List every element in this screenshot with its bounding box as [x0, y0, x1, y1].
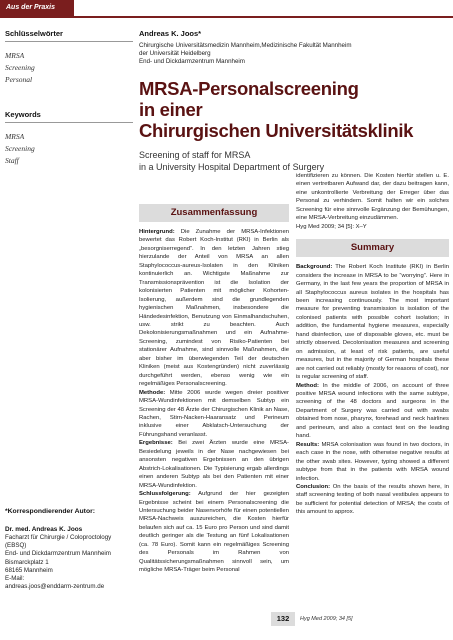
affiliation-line: Chirurgische Universitätsmedizin Mannheim,Medizinische Fakultät Mannheim	[139, 42, 352, 49]
keyword-en: Screening	[5, 144, 35, 153]
contact-title: *Korrespondierender Autor:	[5, 508, 96, 515]
keyword-en: MRSA	[5, 132, 25, 141]
abstract-de-continued	[296, 172, 449, 231]
sidebar	[5, 29, 133, 167]
page-number: 132	[271, 612, 295, 626]
title-line: MRSA-Personalscreening	[139, 78, 359, 99]
contact-line: Bismarckplatz 1	[5, 558, 49, 566]
keyword-en: Staff	[5, 156, 19, 165]
paragraph: Bei zwei Ärzten wurde eine MRSA-Besiedelung jeweils in der Nase nachgewiesen bei ansonsten negativen Ergebnissen an den übrigen Abstrich-Lokalisationen. Die Typisierung ergab allerdings einen anderen Subtyp als bei den Patienten mit einer MRSA-Wundinfektion.	[139, 440, 289, 489]
para-label: Methode:	[139, 389, 166, 396]
article-subtitle	[139, 149, 449, 173]
keyword-de: Screening	[5, 63, 35, 72]
header-rule	[74, 16, 453, 18]
paragraph: In the middle of 2006, on account of three positive MRSA wound infections with the same subtype, screening of the 48 doctors and surgeons in the Department of Surgery was carried out with swabs obtained from nose, pharynx, forehead and neck hairlines and perineum, and also a contact test on the leading hand.	[296, 382, 449, 440]
contact-block	[5, 507, 133, 591]
para-label: Conclusion:	[296, 483, 331, 490]
subtitle-line: in a University Hospital Department of Surgery	[139, 162, 325, 172]
keyword-de: MRSA	[5, 51, 25, 60]
para-label: Background:	[296, 264, 333, 271]
affiliation-line: der Universität Heidelberg	[139, 50, 211, 57]
contact-line: End- und Dickdarmzentrum Mannheim	[5, 550, 111, 558]
para-label: Results:	[296, 441, 320, 448]
subtitle-line: Screening of staff for MRSA	[139, 150, 251, 160]
paragraph: On the basis of the results shown here, in staff screening testing of both nasal vestibules appears to be sufficient for potential detection of MRSA; the costs of this amount to approx.	[296, 483, 449, 516]
contact-line: Facharzt für Chirurgie / Coloproctology	[5, 534, 112, 541]
paragraph: Aufgrund der hier gezeigten Ergebnisse scheint bei einem Personalscreening die Untersuchung beider Nasenvorhöfe für einen potentiellen MRSA-Nachweis auszureichen, die Kosten hierfür belaufen sich auf ca. 15 Euro pro Person und sind damit deutlich geringer als die Testung an fünf Lokalisationen (ca. 78 Euro). Somit kann ein regelmäßiges Screening des Personals im Rahmen von Qualitätssicherungsmaßnahmen sinnvoll sein, um mögliche MRSA-Träger beim Personal	[139, 491, 290, 574]
keywords-de-title: Schlüsselwörter	[5, 29, 63, 38]
para-label: Schlussfolgerung:	[139, 491, 191, 498]
summary-column	[296, 172, 449, 517]
para-label: Method:	[296, 382, 319, 389]
divider	[5, 122, 133, 123]
paragraph: The Robert Koch Institute (RKI) in Berlin considers the increase in MRSA to be “worrying”. Here in Germany, in the last few years the proportion of MRSA in all Staphylococcus aureus isolates in the hospitals has been increasing continuously. The most important measure for preventing transmission is isolation of the colonised patients with possible cohort isolation; in addition, the fundamental hygiene measures, especially hand disinfection, use of disposable gloves, etc. must be strictly observed. Decolonisation measures and screening on admission, at least of risk patients, are useful measures, but in the majority of German hospitals these are not carried out reliably (mostly for reasons of cost), nor is regular screening of staff.	[296, 264, 449, 381]
title-line: in einer	[139, 99, 203, 120]
summary-heading: Summary	[296, 239, 449, 257]
keywords-en-title: Keywords	[5, 110, 41, 119]
paragraph: identifizieren zu können. Die Kosten hierfür stellen u. E. einen vertretbaren Aufwand dar, der dazu beitragen kann, eine unkontrollierte Verbreitung der Erreger über das Personal zu verhindern. Somit halten wir ein solches Screening für eine sinnvolle Ergänzung der Bemühungen, eine MRSA-Verbreitung einzudämmen.	[296, 173, 449, 222]
para-label: Ergebnisse:	[139, 440, 173, 447]
journal-footer: Hyg Med 2009; 34 [5]	[300, 616, 353, 622]
divider	[5, 41, 133, 42]
article-title	[139, 78, 449, 141]
contact-line: E-Mail:	[5, 575, 25, 583]
title-line: Chirurgischen Universitätsklinik	[139, 120, 414, 141]
abstract-en-text	[296, 263, 449, 517]
keyword-de: Personal	[5, 75, 33, 84]
zusammenfassung-heading: Zusammenfassung	[139, 204, 289, 222]
article-header	[139, 29, 449, 173]
author: Andreas K. Joos*	[139, 29, 202, 38]
contact-name: Dr. med. Andreas K. Joos	[5, 526, 83, 533]
paragraph: Die Zunahme der MRSA-Infektionen bewertet das Robert Koch-Institut (RKI) in Berlin als „besorgniserregend“. In den letzten Jahren stieg hierzulande der Anteil von MRSA an allen Staphylococcus-aureus-Isolaten in den Kliniken kontinuierlich an. Wichtigste Maßnahme zur Transmissionsprävention ist die Isolation der kolonisierten Patienten mit möglicher Kohorten-Isolierung, außerdem sind die grundlegenden hygienischen Maßnahmen, insbesondere die Händedesinfektion, Benutzung von Einmalhandschuhen, usw. strikt zu beachten. Auch Dekolonisierungsmaßnahmen und ein Aufnahme-Screening, zumindest von Risiko-Patienten bei stationärer Aufnahme, sind sinnvolle Maßnahmen, die aber bisher im überwiegenden Teil der deutschen Kliniken (meist aus Kostengründen) nicht zuverlässig durchgeführt werden, ebenso wenig wie ein regelmäßiges Personalscreening.	[139, 229, 289, 388]
para-label: Hintergrund:	[139, 229, 175, 235]
affiliation-line: End- und Dickdarmzentrum Mannheim	[139, 58, 245, 65]
abstract-de-text	[139, 228, 289, 575]
contact-email[interactable]: andreas.joos@enddarm-zentrum.de	[5, 583, 105, 591]
paragraph: MRSA colonisation was found in two doctors, in each case in the nose, with otherwise negative results at the other swab sites. However, typing showed a different subtype from that in the patients with MRSA wound infection.	[296, 441, 449, 482]
section-band	[0, 0, 74, 18]
section-label: Aus der Praxis	[6, 4, 56, 11]
contact-line: (EBSQ)	[5, 542, 27, 550]
citation: Hyg Med 2009; 34 [5]: X–Y	[296, 223, 367, 230]
paragraph: Mitte 2006 wurde wegen dreier positiver MRSA-Wundinfektionen mit demselben Subtyp ein Screening der 48 Ärzte der Chirurgischen Klinik an Nase, Rachen, Stirn-Nacken-Haaransatz und Perineum inklusive einer Abklatsch-Untersuchung der Führungshand veranlasst.	[139, 389, 289, 438]
zusammenfassung-column	[139, 204, 289, 575]
affiliation	[139, 42, 449, 66]
contact-line: 68165 Mannheim	[5, 566, 53, 574]
